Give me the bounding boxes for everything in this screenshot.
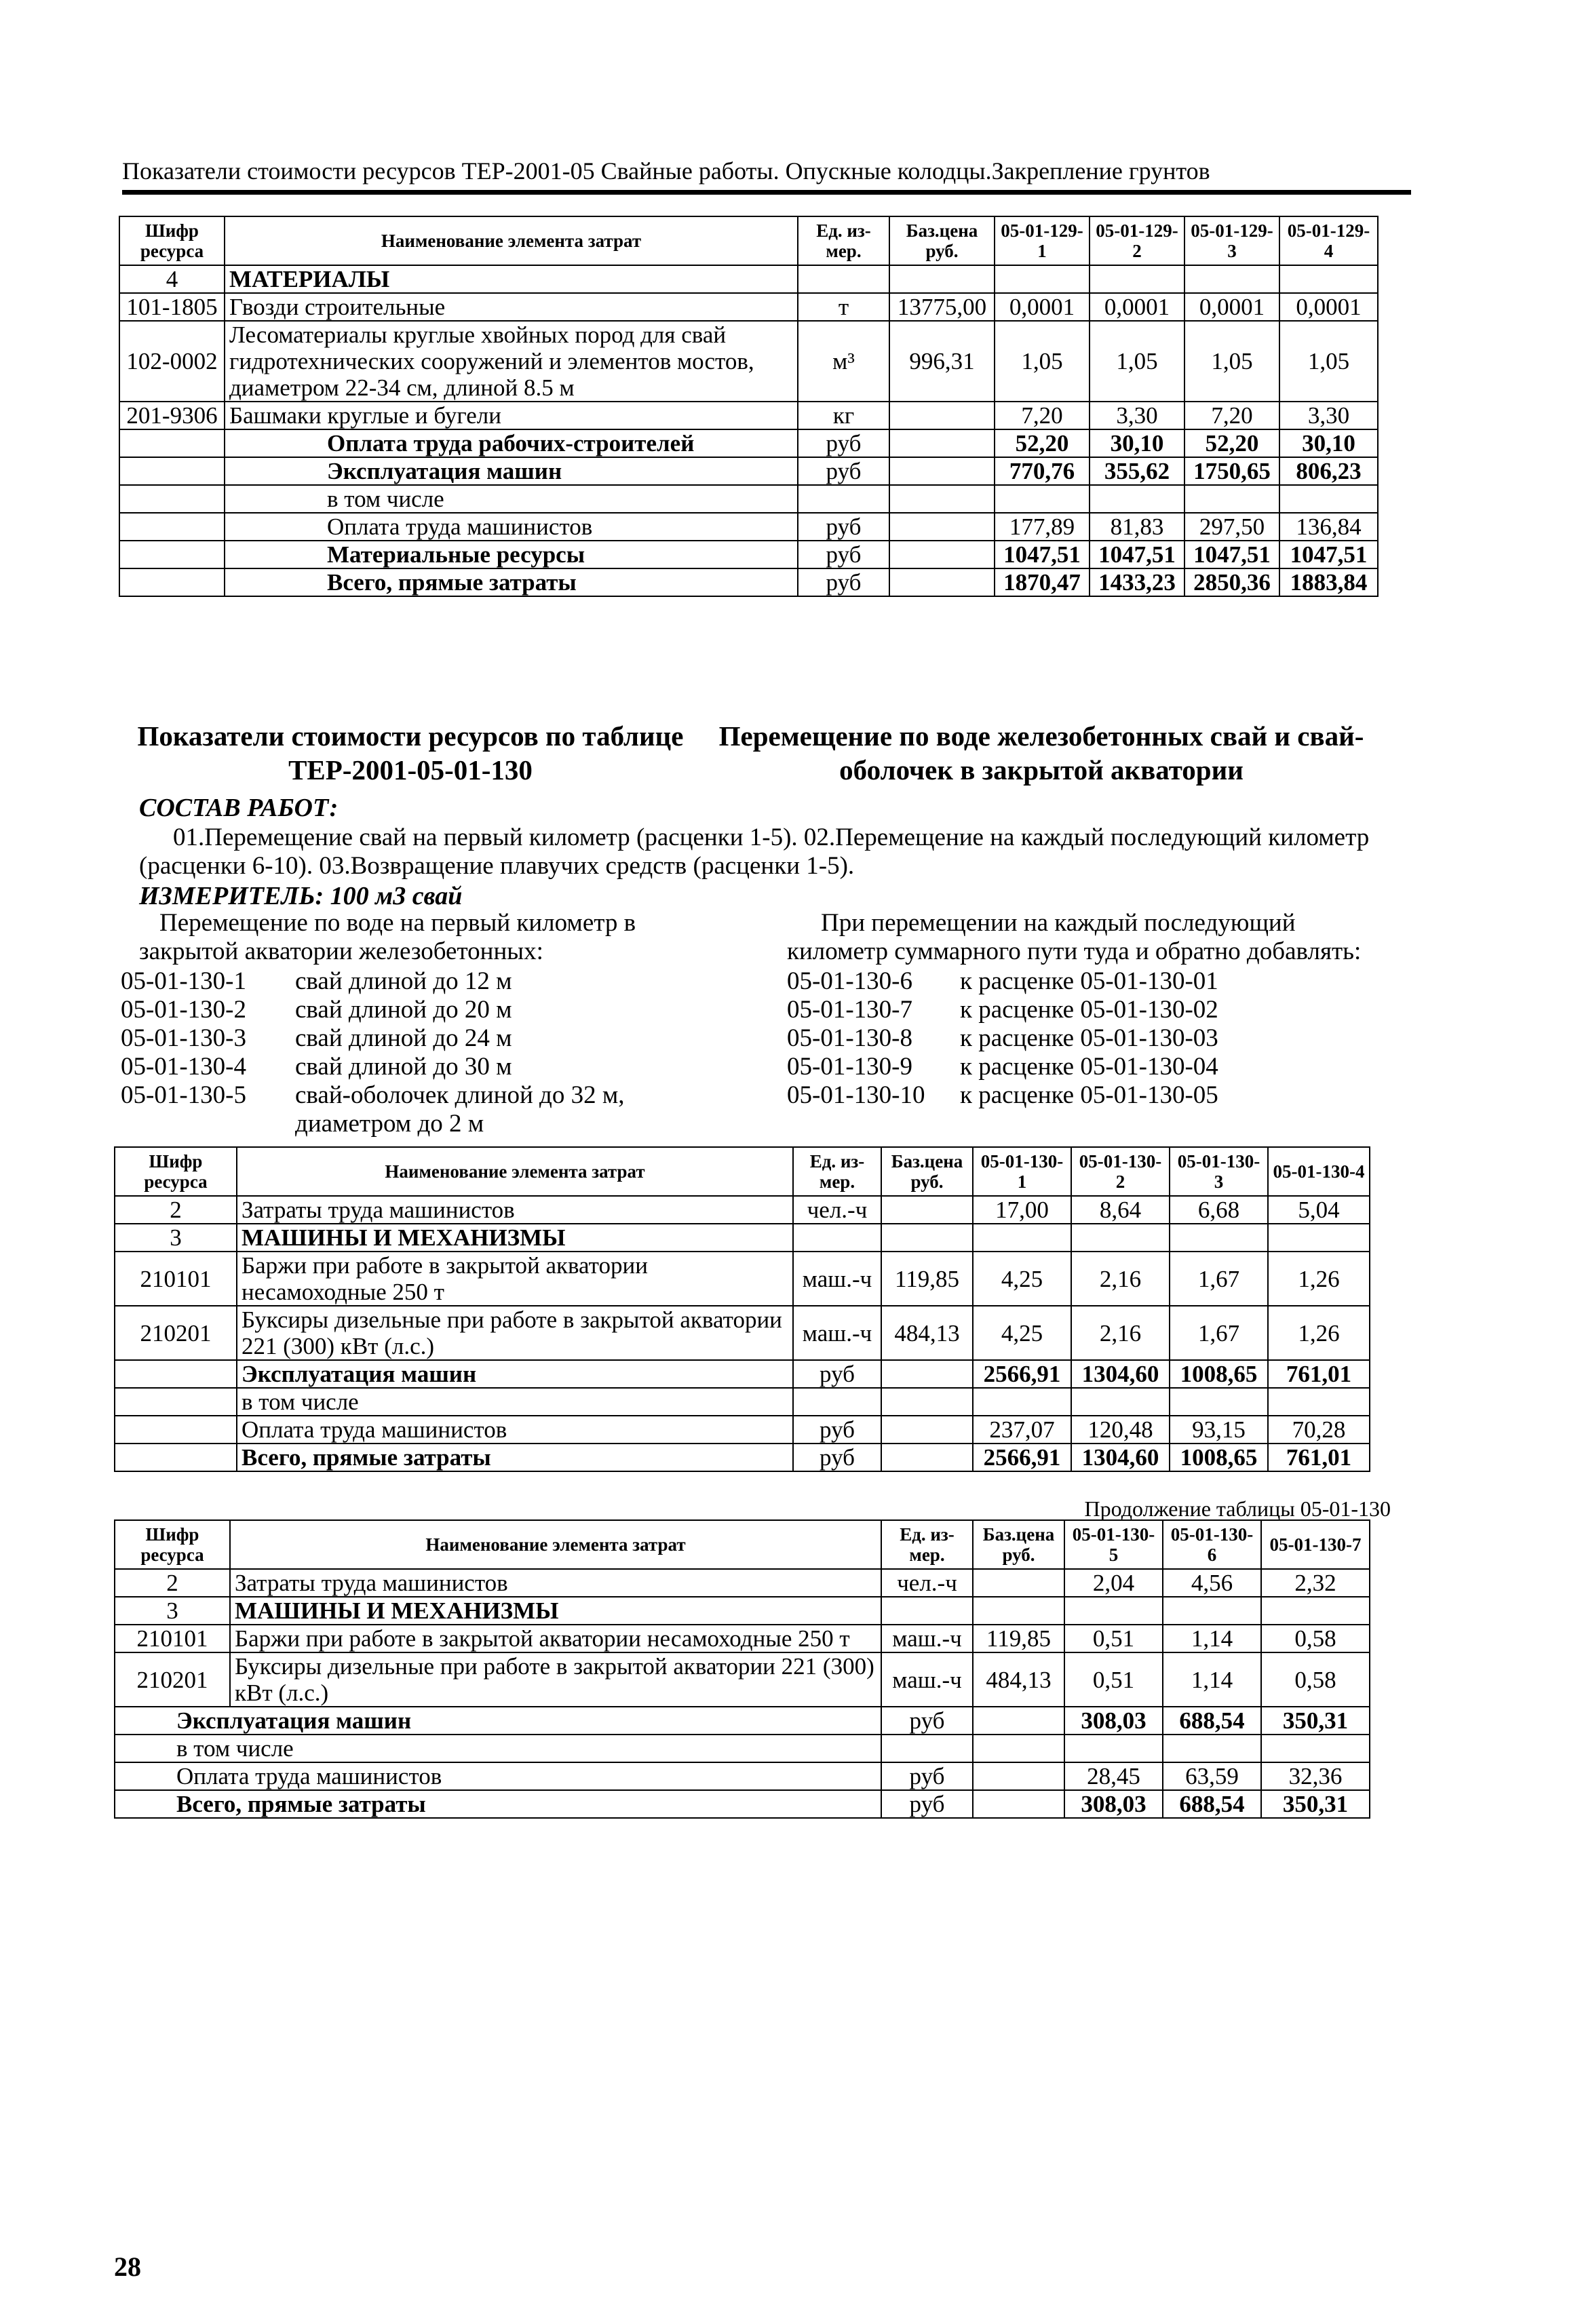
cell-value: 17,00 [973,1196,1071,1224]
header-code: Шифр ресурса [119,216,225,265]
total-name: Эксплуатация машин [225,457,798,485]
cell-value: 0,58 [1261,1625,1370,1652]
total-row [115,1444,1370,1471]
cell-value: 1,05 [1090,321,1184,402]
total-row [115,1388,1370,1416]
cell-name: Баржи при работе в закрытой акватории несамоходные 250 т [237,1252,793,1306]
cell-unit: маш.-ч [793,1306,881,1360]
total-unit: руб [793,1360,881,1388]
total-value: 1047,51 [995,541,1090,568]
cell-value: 1,26 [1268,1252,1370,1306]
cell-code: 210201 [115,1652,230,1707]
total-value: 136,84 [1279,513,1378,541]
total-value: 688,54 [1163,1707,1261,1735]
header-price: Баз.цена руб. [889,216,995,265]
section-code: 3 [115,1224,237,1252]
total-row [119,485,1378,513]
total-value: 1047,51 [1184,541,1279,568]
list-code: 05-01-130-7 [787,996,912,1024]
total-name: Всего, прямые затраты [237,1444,793,1471]
cell-price [889,402,995,429]
cell-value: 7,20 [1184,402,1279,429]
list-code: 05-01-130-2 [121,996,246,1024]
cell-value: 2,32 [1261,1569,1370,1597]
header-unit: Ед. из-мер. [881,1520,973,1569]
list-code: 05-01-130-6 [787,967,912,995]
total-value: 308,03 [1064,1790,1163,1818]
total-value: 52,20 [995,429,1090,457]
cell-name: Буксиры дизельные при работе в закрытой акватории 221 (300) кВт (л.с.) [230,1652,881,1707]
cell-code: 201-9306 [119,402,225,429]
list-code: 05-01-130-4 [121,1053,246,1081]
total-name: Всего, прямые затраты [115,1790,881,1818]
total-name: Оплата труда машинистов [237,1416,793,1444]
total-value: 177,89 [995,513,1090,541]
section-title: МАШИНЫ И МЕХАНИЗМЫ [237,1224,793,1252]
total-unit: руб [798,457,889,485]
table-row [115,1252,1370,1306]
cell-unit: т [798,293,889,321]
table-row [119,293,1378,321]
cell-price: 996,31 [889,321,995,402]
total-unit: руб [881,1707,973,1735]
cell-code: 210201 [115,1306,237,1360]
cell-value: 2,04 [1064,1569,1163,1597]
cell-name: Буксиры дизельные при работе в закрытой акватории 221 (300) кВт (л.с.) [237,1306,793,1360]
table-row [115,1569,1370,1597]
table-row [119,321,1378,402]
total-value: 806,23 [1279,457,1378,485]
total-row [115,1735,1370,1762]
list-code: 05-01-130-10 [787,1081,925,1109]
section-title: МАШИНЫ И МЕХАНИЗМЫ [230,1597,881,1625]
total-value: 1047,51 [1090,541,1184,568]
section-code: 3 [115,1597,230,1625]
cell-value: 7,20 [995,402,1090,429]
header-price: Баз.цена руб. [881,1147,973,1196]
measure-label: ИЗМЕРИТЕЛЬ: 100 м3 свай [139,882,463,910]
header-unit: Ед. из-мер. [793,1147,881,1196]
cell-unit: чел.-ч [793,1196,881,1224]
cell-value: 1,26 [1268,1306,1370,1360]
cell-price: 119,85 [881,1252,973,1306]
total-value: 2850,36 [1184,568,1279,596]
list-code: 05-01-130-9 [787,1053,912,1081]
cell-unit: маш.-ч [881,1625,973,1652]
total-value: 297,50 [1184,513,1279,541]
total-value: 350,31 [1261,1707,1370,1735]
header-rate: 05-01-130-7 [1261,1520,1370,1569]
cell-value: 1,05 [1279,321,1378,402]
table-row [115,1625,1370,1652]
list-code: 05-01-130-1 [121,967,246,995]
continuation-note: Продолжение таблицы 05-01-130 [1084,1496,1391,1521]
total-unit: руб [881,1762,973,1790]
total-unit: руб [793,1416,881,1444]
cell-value: 0,0001 [1279,293,1378,321]
header-rate: 05-01-129-2 [1090,216,1184,265]
total-value: 2566,91 [973,1444,1071,1471]
list-text: свай длиной до 20 м [295,996,512,1024]
list-code: 05-01-130-5 [121,1081,246,1109]
cell-value: 0,51 [1064,1625,1163,1652]
total-value: 1008,65 [1170,1444,1268,1471]
header-rate: 05-01-130-6 [1163,1520,1261,1569]
cell-price: 484,13 [973,1652,1064,1707]
header-price: Баз.цена руб. [973,1520,1064,1569]
total-row [115,1762,1370,1790]
resource-table-129 [119,216,1379,597]
cell-value: 8,64 [1071,1196,1170,1224]
total-value: 308,03 [1064,1707,1163,1735]
cell-value: 0,51 [1064,1652,1163,1707]
total-name: Эксплуатация машин [115,1707,881,1735]
cell-unit: чел.-ч [881,1569,973,1597]
header-name: Наименование элемента затрат [230,1520,881,1569]
cell-value: 1,05 [1184,321,1279,402]
total-name: в том числе [115,1735,881,1762]
total-value: 70,28 [1268,1416,1370,1444]
table-row [119,402,1378,429]
total-value: 52,20 [1184,429,1279,457]
left-intro: Перемещение по воде на первый километр в закрытой акватории железобетонных: [139,909,636,965]
total-unit: руб [798,541,889,568]
total-row [119,513,1378,541]
list-text: свай длиной до 12 м [295,967,512,995]
total-row [119,429,1378,457]
total-value: 1047,51 [1279,541,1378,568]
total-value: 63,59 [1163,1762,1261,1790]
header-code: Шифр ресурса [115,1520,230,1569]
section-title-right: Перемещение по воде железобетонных свай и свай-оболочек в закрытой акватории [718,720,1364,786]
cell-unit: маш.-ч [793,1252,881,1306]
total-row [119,541,1378,568]
list-text: к расценке 05-01-130-05 [960,1081,1218,1109]
total-value: 2566,91 [973,1360,1071,1388]
total-row [115,1707,1370,1735]
total-name: Оплата труда рабочих-строителей [225,429,798,457]
section-code: 4 [119,265,225,293]
right-intro: При перемещении на каждый последующий километр суммарного пути туда и обратно добавлять: [787,909,1362,965]
total-value: 355,62 [1090,457,1184,485]
header-rate: 05-01-129-3 [1184,216,1279,265]
resource-table-130-b [114,1519,1370,1819]
cell-code: 2 [115,1196,237,1224]
total-row [115,1416,1370,1444]
cell-value: 1,05 [995,321,1090,402]
total-row [115,1360,1370,1388]
cell-code: 101-1805 [119,293,225,321]
cell-value: 2,16 [1071,1306,1170,1360]
total-value: 350,31 [1261,1790,1370,1818]
total-value: 1750,65 [1184,457,1279,485]
cell-unit: кг [798,402,889,429]
cell-name: Гвозди строительные [225,293,798,321]
cell-code: 210101 [115,1625,230,1652]
total-value: 1433,23 [1090,568,1184,596]
table-row [115,1306,1370,1360]
cell-value: 6,68 [1170,1196,1268,1224]
cell-price: 13775,00 [889,293,995,321]
header-unit: Ед. из-мер. [798,216,889,265]
cell-code: 2 [115,1569,230,1597]
cell-code: 102-0002 [119,321,225,402]
list-text: свай-оболочек длиной до 32 м, диаметром до 2 м [295,1081,625,1138]
header-rate: 05-01-130-4 [1268,1147,1370,1196]
total-name: Материальные ресурсы [225,541,798,568]
total-value: 1883,84 [1279,568,1378,596]
cell-code: 210101 [115,1252,237,1306]
cell-value: 4,25 [973,1306,1071,1360]
total-name: Оплата труда машинистов [115,1762,881,1790]
total-name: в том числе [237,1388,793,1416]
total-unit: руб [793,1444,881,1471]
list-text: свай длиной до 30 м [295,1053,512,1081]
total-value: 688,54 [1163,1790,1261,1818]
section-title: МАТЕРИАЛЫ [225,265,798,293]
total-value: 761,01 [1268,1444,1370,1471]
cell-unit: м³ [798,321,889,402]
header-rate: 05-01-129-1 [995,216,1090,265]
cell-value: 3,30 [1279,402,1378,429]
total-unit: руб [798,568,889,596]
total-value: 1304,60 [1071,1360,1170,1388]
header-rate: 05-01-130-2 [1071,1147,1170,1196]
total-value: 1008,65 [1170,1360,1268,1388]
total-value: 81,83 [1090,513,1184,541]
cell-value: 0,0001 [995,293,1090,321]
cell-name: Затраты труда машинистов [230,1569,881,1597]
total-unit: руб [881,1790,973,1818]
list-text: к расценке 05-01-130-01 [960,967,1218,995]
cell-name: Баржи при работе в закрытой акватории несамоходные 250 т [230,1625,881,1652]
cell-value: 4,56 [1163,1569,1261,1597]
total-value: 30,10 [1090,429,1184,457]
list-code: 05-01-130-8 [787,1024,912,1052]
cell-value: 2,16 [1071,1252,1170,1306]
total-value: 761,01 [1268,1360,1370,1388]
page-number: 28 [114,2251,141,2282]
list-code: 05-01-130-3 [121,1024,246,1052]
total-name: в том числе [225,485,798,513]
cell-value: 3,30 [1090,402,1184,429]
list-text: к расценке 05-01-130-04 [960,1053,1218,1081]
composition-text: 01.Перемещение свай на первый километр (расценки 1-5). 02.Перемещение на каждый последующий километр (расценки 6-10). 03.Возвращение плавучих средств (расценки 1-5). [139,824,1370,880]
header-rate: 05-01-129-4 [1279,216,1378,265]
total-value: 120,48 [1071,1416,1170,1444]
cell-value: 1,67 [1170,1306,1268,1360]
cell-value: 1,14 [1163,1625,1261,1652]
cell-value: 4,25 [973,1252,1071,1306]
section-title-left: Показатели стоимости ресурсов по таблице ТЕР-2001-05-01-130 [137,720,684,786]
total-row [119,568,1378,596]
total-value: 28,45 [1064,1762,1163,1790]
total-value: 770,76 [995,457,1090,485]
table-row [115,1196,1370,1224]
total-unit: руб [798,429,889,457]
list-text: к расценке 05-01-130-02 [960,996,1218,1024]
total-value: 32,36 [1261,1762,1370,1790]
cell-name: Лесоматериалы круглые хвойных пород для свай гидротехнических сооружений и элементов мостов, диаметром 22-34 см, длиной 8.5 м [225,321,798,402]
total-value: 93,15 [1170,1416,1268,1444]
cell-value: 0,0001 [1184,293,1279,321]
cell-price: 119,85 [973,1625,1064,1652]
cell-value: 0,0001 [1090,293,1184,321]
table-row [115,1652,1370,1707]
list-text: свай длиной до 24 м [295,1024,512,1052]
header-rate: 05-01-130-3 [1170,1147,1268,1196]
cell-name: Затраты труда машинистов [237,1196,793,1224]
page-header: Показатели стоимости ресурсов ТЕР-2001-05 Свайные работы. Опускные колодцы.Закрепление грунтов [122,155,1411,195]
total-row [119,457,1378,485]
header-name: Наименование элемента затрат [225,216,798,265]
total-value: 1870,47 [995,568,1090,596]
header-code: Шифр ресурса [115,1147,237,1196]
header-rate: 05-01-130-5 [1064,1520,1163,1569]
total-value: 30,10 [1279,429,1378,457]
total-row [115,1790,1370,1818]
cell-value: 0,58 [1261,1652,1370,1707]
total-name: Эксплуатация машин [237,1360,793,1388]
header-name: Наименование элемента затрат [237,1147,793,1196]
total-value: 1304,60 [1071,1444,1170,1471]
cell-value: 5,04 [1268,1196,1370,1224]
total-unit: руб [798,513,889,541]
cell-name: Башмаки круглые и бугели [225,402,798,429]
list-text: к расценке 05-01-130-03 [960,1024,1218,1052]
cell-unit: маш.-ч [881,1652,973,1707]
cell-price: 484,13 [881,1306,973,1360]
resource-table-130-a [114,1146,1370,1472]
header-rate: 05-01-130-1 [973,1147,1071,1196]
total-name: Всего, прямые затраты [225,568,798,596]
total-value: 237,07 [973,1416,1071,1444]
composition-label: СОСТАВ РАБОТ: [139,794,339,822]
total-name: Оплата труда машинистов [225,513,798,541]
cell-value: 1,14 [1163,1652,1261,1707]
cell-value: 1,67 [1170,1252,1268,1306]
